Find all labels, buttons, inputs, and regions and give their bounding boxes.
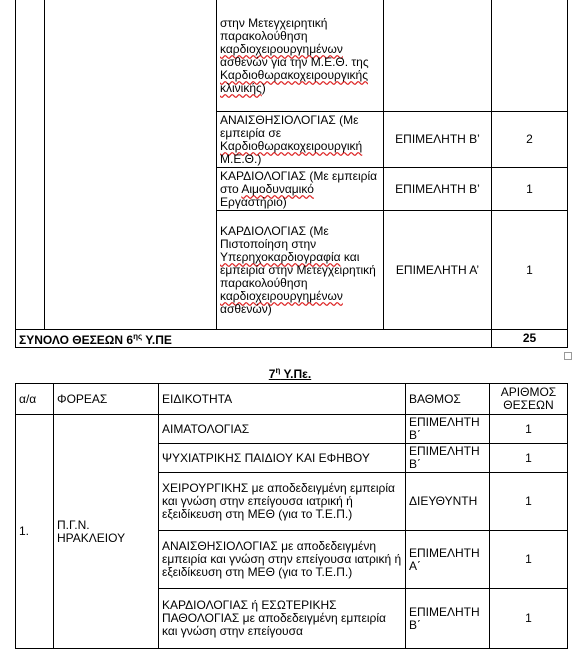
positions-cell: 1: [490, 589, 568, 649]
spellcheck-word: Αιμοδυναμικό: [241, 181, 314, 196]
positions-cell: 1: [492, 168, 568, 211]
header-row: [16, 384, 568, 415]
spellcheck-word: κλινικής: [220, 80, 262, 95]
header-grade: ΒΑΘΜΟΣ: [406, 384, 490, 415]
grade-cell: ΕΠΙΜΕΛΗΤΗ Β’: [384, 112, 492, 168]
specialty-cell: ΚΑΡΔΙΟΛΟΓΙΑΣ (Με εμπειρία στο Αιμοδυναμικό Εργαστήριο): [217, 168, 384, 211]
specialty-cell: ΚΑΡΔΙΟΛΟΓΙΑΣ (Με Πιστοποίηση στην Υπερηχοκαρδιογραφία και εμπειρία στην Μετεγχειρητική παρακολούθηση καρδιοχειρουργημένων ασθενών): [217, 211, 384, 330]
specialty-cell: ΧΕΙΡΟΥΡΓΙΚΗΣ με αποδεδειγμένη εμπειρία και γνώση στην επείγουσα ιατρική ή εξειδίκευση στη ΜΕΘ (για το Τ.Ε.Π.): [159, 473, 406, 531]
spellcheck-word: καρδιοχειρουργημένων: [220, 288, 343, 303]
positions-table-6th-hpa: [15, 0, 568, 348]
specialty-cell: ΑΝΑΙΣΘΗΣΙΟΛΟΓΙΑΣ (Με εμπειρία σε Καρδιοθωρακοχειρουργική Μ.Ε.Θ.): [217, 112, 384, 168]
total-value: 25: [492, 330, 568, 348]
specialty-cell: ΑΝΑΙΣΘΗΣΙΟΛΟΓΙΑΣ με αποδεδειγμένη εμπειρία και γνώση στην επείγουσα ιατρική ή εξειδίκευση στη ΜΕΘ (για το Τ.Ε.Π.): [159, 531, 406, 589]
spellcheck-word: Καρδιοθωρακοχειρουργικής: [220, 67, 368, 82]
total-row: [16, 330, 568, 348]
positions-cell: 2: [492, 112, 568, 168]
table-row: [16, 0, 568, 112]
positions-cell: 1: [490, 473, 568, 531]
grade-cell: ΕΠΙΜΕΛΗΤΗ Α΄: [406, 531, 490, 589]
grade-cell: ΕΠΙΜΕΛΗΤΗ Β΄: [406, 589, 490, 649]
positions-cell: 1: [492, 211, 568, 330]
index-cell: 1.: [16, 415, 54, 649]
body-cell: Π.Γ.Ν. ΗΡΑΚΛΕΙΟΥ: [54, 415, 159, 649]
grade-cell: [384, 0, 492, 112]
positions-cell: 1: [490, 415, 568, 444]
positions-cell: 1: [490, 531, 568, 589]
specialty-cell: ΨΥΧΙΑΤΡΙΚΗΣ ΠΑΙΔΙΟΥ ΚΑΙ ΕΦΗΒΟΥ: [159, 444, 406, 473]
grade-cell: ΔΙΕΥΘΥΝΤΗ: [406, 473, 490, 531]
spellcheck-word: Καρδιοθωρακοχειρουργική: [220, 138, 363, 153]
table-row: [16, 415, 568, 444]
positions-cell: 1: [490, 444, 568, 473]
specialty-cell: ΚΑΡΔΙΟΛΟΓΙΑΣ ή ΕΣΩΤΕΡΙΚΗΣ ΠΑΘΟΛΟΓΙΑΣ με αποδεδειγμένη εμπειρία και γνώση στην επείγουσα: [159, 589, 406, 649]
spellcheck-word: καρδιοχειρουργημένων: [220, 41, 343, 56]
positions-table-7th-hpa: [15, 383, 568, 649]
header-body: ΦΟΡΕΑΣ: [54, 384, 159, 415]
header-aa: α/α: [16, 384, 54, 415]
section-title: $7^\eta$ Υ.Πε.: [268, 366, 312, 381]
specialty-cell: στην Μετεγχειρητική παρακολούθηση καρδιοχειρουργημένων ασθενών για την Μ.Ε.Θ. της Καρδιοθωρακοχειρουργικής κλινικής): [217, 0, 384, 112]
grade-cell: ΕΠΙΜΕΛΗΤΗ Β’: [384, 168, 492, 211]
specialty-cell: ΑΙΜΑΤΟΛΟΓΙΑΣ: [159, 415, 406, 444]
header-positions: ΑΡΙΘΜΟΣ ΘΕΣΕΩΝ: [490, 384, 568, 415]
header-specialty: ΕΙΔΙΚΟΤΗΤΑ: [159, 384, 406, 415]
table-resize-handle[interactable]: [564, 352, 572, 360]
total-label: ΣΥΝΟΛΟ ΘΕΣΕΩΝ $6^{\eta\varsigma}$ Υ.ΠΕ: [16, 330, 492, 348]
grade-cell: ΕΠΙΜΕΛΗΤΗ Β΄: [406, 415, 490, 444]
grade-cell: ΕΠΙΜΕΛΗΤΗ Β΄: [406, 444, 490, 473]
spellcheck-word: Υπερηχοκαρδιογραφία: [220, 249, 341, 264]
grade-cell: ΕΠΙΜΕΛΗΤΗ Α’: [384, 211, 492, 330]
positions-cell: [492, 0, 568, 112]
